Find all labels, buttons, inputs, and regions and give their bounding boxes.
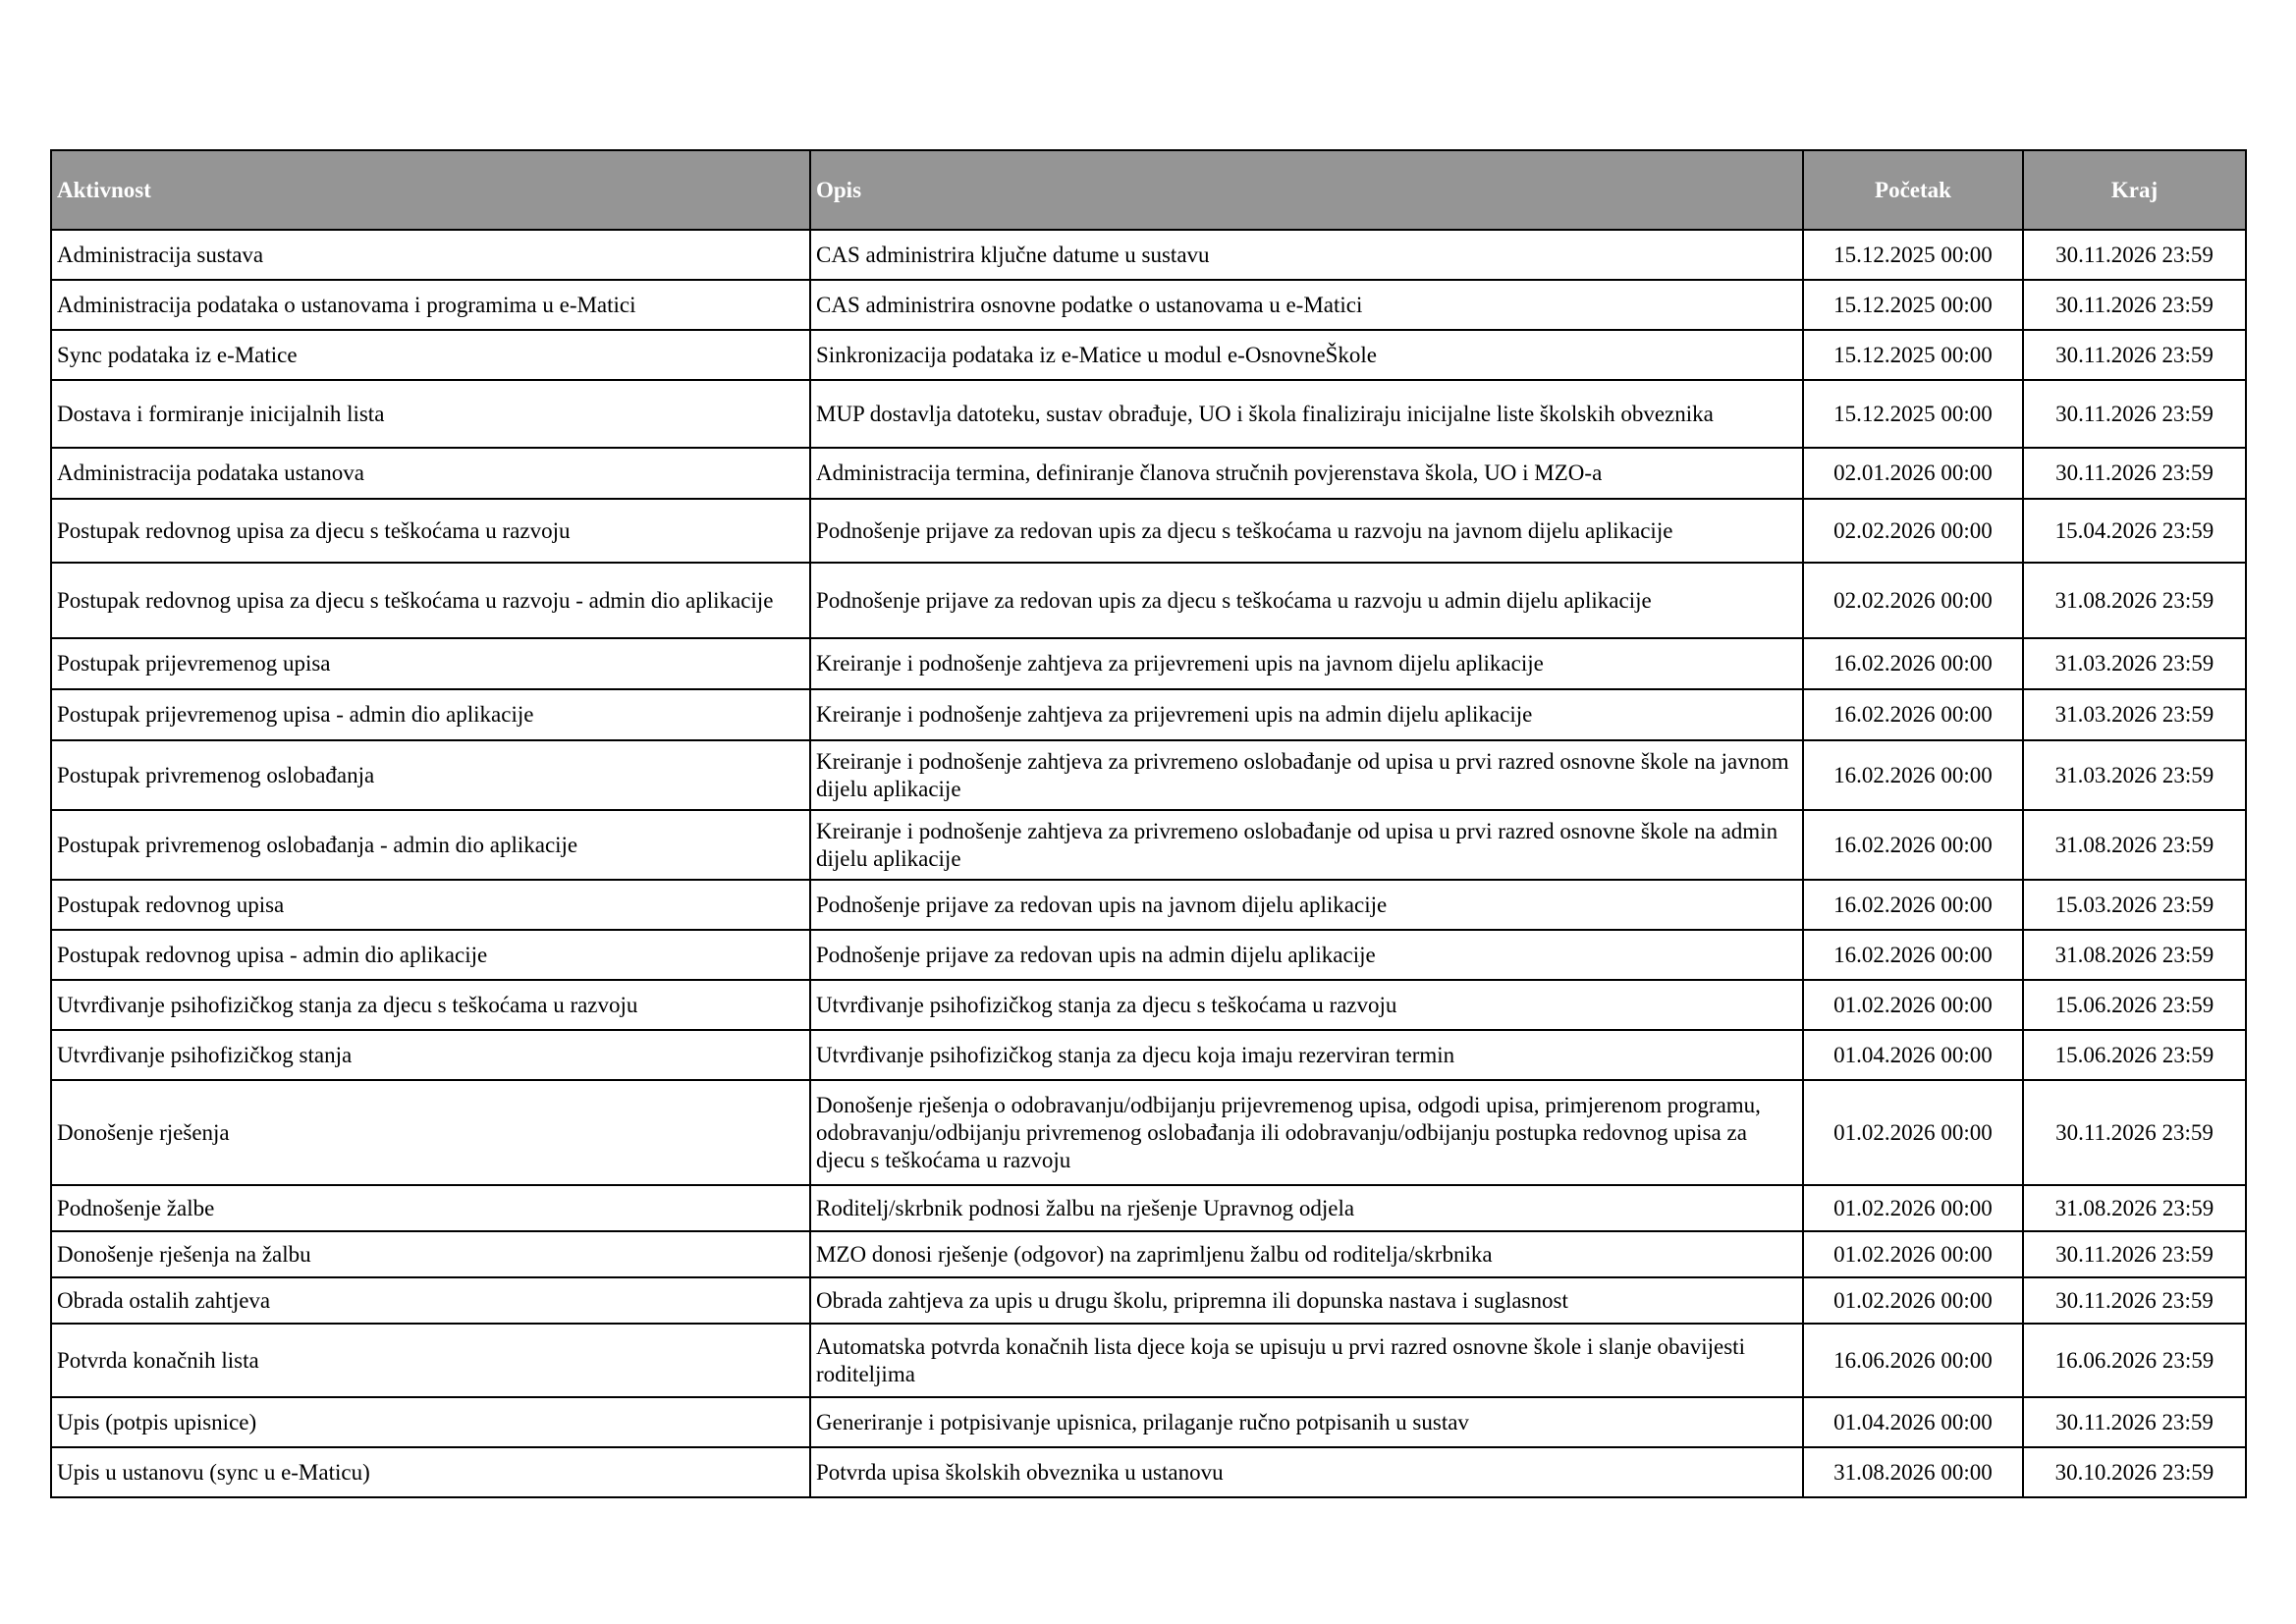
- table-header: [51, 150, 2246, 230]
- cell-kraj: 31.08.2026 23:59: [2023, 810, 2246, 880]
- cell-kraj: 30.11.2026 23:59: [2023, 330, 2246, 380]
- cell-opis: CAS administrira osnovne podatke o ustanovama u e-Matici: [810, 280, 1803, 330]
- header-pocetak: Početak: [1803, 150, 2023, 230]
- table-row: [51, 1397, 2246, 1447]
- cell-kraj: 30.10.2026 23:59: [2023, 1447, 2246, 1497]
- cell-pocetak: 01.02.2026 00:00: [1803, 1185, 2023, 1231]
- table-row: [51, 563, 2246, 638]
- cell-kraj: 31.08.2026 23:59: [2023, 563, 2246, 638]
- header-row: [51, 150, 2246, 230]
- cell-pocetak: 02.01.2026 00:00: [1803, 448, 2023, 499]
- table-row: [51, 380, 2246, 448]
- cell-kraj: 31.08.2026 23:59: [2023, 1185, 2246, 1231]
- schedule-table: [50, 149, 2247, 1498]
- header-opis: Opis: [810, 150, 1803, 230]
- cell-opis: MUP dostavlja datoteku, sustav obrađuje, UO i škola finaliziraju inicijalne liste školskih obveznika: [810, 380, 1803, 448]
- cell-aktivnost: Postupak redovnog upisa: [51, 880, 810, 930]
- cell-kraj: 15.03.2026 23:59: [2023, 880, 2246, 930]
- cell-kraj: 31.03.2026 23:59: [2023, 689, 2246, 740]
- cell-aktivnost: Sync podataka iz e-Matice: [51, 330, 810, 380]
- cell-pocetak: 01.04.2026 00:00: [1803, 1030, 2023, 1080]
- table-row: [51, 1080, 2246, 1185]
- table-row: [51, 230, 2246, 280]
- cell-aktivnost: Postupak prijevremenog upisa - admin dio aplikacije: [51, 689, 810, 740]
- cell-opis: Administracija termina, definiranje članova stručnih povjerenstava škola, UO i MZO-a: [810, 448, 1803, 499]
- cell-pocetak: 01.02.2026 00:00: [1803, 1080, 2023, 1185]
- cell-kraj: 31.08.2026 23:59: [2023, 930, 2246, 980]
- cell-pocetak: 15.12.2025 00:00: [1803, 230, 2023, 280]
- table-row: [51, 638, 2246, 689]
- cell-kraj: 31.03.2026 23:59: [2023, 638, 2246, 689]
- cell-aktivnost: Utvrđivanje psihofizičkog stanja za djecu s teškoćama u razvoju: [51, 980, 810, 1030]
- cell-pocetak: 02.02.2026 00:00: [1803, 563, 2023, 638]
- cell-kraj: 15.04.2026 23:59: [2023, 499, 2246, 563]
- cell-pocetak: 16.02.2026 00:00: [1803, 880, 2023, 930]
- table-row: [51, 499, 2246, 563]
- cell-pocetak: 16.02.2026 00:00: [1803, 810, 2023, 880]
- cell-pocetak: 01.02.2026 00:00: [1803, 980, 2023, 1030]
- cell-kraj: 30.11.2026 23:59: [2023, 448, 2246, 499]
- table-body: [51, 230, 2246, 1497]
- cell-opis: CAS administrira ključne datume u sustavu: [810, 230, 1803, 280]
- cell-aktivnost: Upis u ustanovu (sync u e-Maticu): [51, 1447, 810, 1497]
- cell-opis: Roditelj/skrbnik podnosi žalbu na rješenje Upravnog odjela: [810, 1185, 1803, 1231]
- cell-kraj: 30.11.2026 23:59: [2023, 1080, 2246, 1185]
- cell-pocetak: 16.02.2026 00:00: [1803, 689, 2023, 740]
- cell-pocetak: 02.02.2026 00:00: [1803, 499, 2023, 563]
- cell-pocetak: 01.04.2026 00:00: [1803, 1397, 2023, 1447]
- cell-opis: Kreiranje i podnošenje zahtjeva za privremeno oslobađanje od upisa u prvi razred osnovne škole na admin dijelu aplikacije: [810, 810, 1803, 880]
- cell-pocetak: 01.02.2026 00:00: [1803, 1231, 2023, 1277]
- cell-kraj: 31.03.2026 23:59: [2023, 740, 2246, 810]
- cell-opis: Generiranje i potpisivanje upisnica, prilaganje ručno potpisanih u sustav: [810, 1397, 1803, 1447]
- cell-pocetak: 15.12.2025 00:00: [1803, 380, 2023, 448]
- cell-opis: Podnošenje prijave za redovan upis na admin dijelu aplikacije: [810, 930, 1803, 980]
- cell-opis: Podnošenje prijave za redovan upis za djecu s teškoćama u razvoju u admin dijelu aplikacije: [810, 563, 1803, 638]
- cell-aktivnost: Administracija podataka ustanova: [51, 448, 810, 499]
- cell-aktivnost: Utvrđivanje psihofizičkog stanja: [51, 1030, 810, 1080]
- cell-aktivnost: Donošenje rješenja na žalbu: [51, 1231, 810, 1277]
- cell-opis: Automatska potvrda konačnih lista djece koja se upisuju u prvi razred osnovne škole i slanje obavijesti roditeljima: [810, 1324, 1803, 1397]
- table-row: [51, 1231, 2246, 1277]
- cell-aktivnost: Postupak redovnog upisa za djecu s teškoćama u razvoju: [51, 499, 810, 563]
- table-row: [51, 330, 2246, 380]
- table-row: [51, 1030, 2246, 1080]
- cell-pocetak: 16.06.2026 00:00: [1803, 1324, 2023, 1397]
- header-aktivnost: Aktivnost: [51, 150, 810, 230]
- table-row: [51, 280, 2246, 330]
- cell-opis: Potvrda upisa školskih obveznika u ustanovu: [810, 1447, 1803, 1497]
- cell-aktivnost: Postupak redovnog upisa - admin dio aplikacije: [51, 930, 810, 980]
- table-row: [51, 1447, 2246, 1497]
- cell-aktivnost: Donošenje rješenja: [51, 1080, 810, 1185]
- cell-aktivnost: Administracija podataka o ustanovama i programima u e-Matici: [51, 280, 810, 330]
- table-row: [51, 880, 2246, 930]
- table-row: [51, 980, 2246, 1030]
- cell-opis: Podnošenje prijave za redovan upis na javnom dijelu aplikacije: [810, 880, 1803, 930]
- cell-opis: MZO donosi rješenje (odgovor) na zaprimljenu žalbu od roditelja/skrbnika: [810, 1231, 1803, 1277]
- cell-pocetak: 16.02.2026 00:00: [1803, 740, 2023, 810]
- table-row: [51, 1185, 2246, 1231]
- cell-aktivnost: Dostava i formiranje inicijalnih lista: [51, 380, 810, 448]
- cell-pocetak: 15.12.2025 00:00: [1803, 280, 2023, 330]
- cell-kraj: 15.06.2026 23:59: [2023, 980, 2246, 1030]
- cell-opis: Podnošenje prijave za redovan upis za djecu s teškoćama u razvoju na javnom dijelu aplikacije: [810, 499, 1803, 563]
- cell-kraj: 30.11.2026 23:59: [2023, 1231, 2246, 1277]
- table-row: [51, 1324, 2246, 1397]
- cell-aktivnost: Postupak privremenog oslobađanja: [51, 740, 810, 810]
- header-kraj: Kraj: [2023, 150, 2246, 230]
- cell-kraj: 30.11.2026 23:59: [2023, 1277, 2246, 1324]
- cell-opis: Kreiranje i podnošenje zahtjeva za prijevremeni upis na admin dijelu aplikacije: [810, 689, 1803, 740]
- cell-aktivnost: Obrada ostalih zahtjeva: [51, 1277, 810, 1324]
- cell-aktivnost: Podnošenje žalbe: [51, 1185, 810, 1231]
- table-row: [51, 740, 2246, 810]
- cell-opis: Obrada zahtjeva za upis u drugu školu, pripremna ili dopunska nastava i suglasnost: [810, 1277, 1803, 1324]
- table-row: [51, 448, 2246, 499]
- cell-opis: Sinkronizacija podataka iz e-Matice u modul e-OsnovneŠkole: [810, 330, 1803, 380]
- cell-pocetak: 31.08.2026 00:00: [1803, 1447, 2023, 1497]
- table-row: [51, 810, 2246, 880]
- cell-aktivnost: Postupak redovnog upisa za djecu s teškoćama u razvoju - admin dio aplikacije: [51, 563, 810, 638]
- cell-aktivnost: Postupak prijevremenog upisa: [51, 638, 810, 689]
- table-row: [51, 1277, 2246, 1324]
- cell-opis: Kreiranje i podnošenje zahtjeva za privremeno oslobađanje od upisa u prvi razred osnovne škole na javnom dijelu aplikacije: [810, 740, 1803, 810]
- cell-aktivnost: Administracija sustava: [51, 230, 810, 280]
- table-row: [51, 689, 2246, 740]
- cell-kraj: 30.11.2026 23:59: [2023, 230, 2246, 280]
- cell-aktivnost: Postupak privremenog oslobađanja - admin dio aplikacije: [51, 810, 810, 880]
- cell-kraj: 15.06.2026 23:59: [2023, 1030, 2246, 1080]
- cell-kraj: 30.11.2026 23:59: [2023, 1397, 2246, 1447]
- cell-opis: Donošenje rješenja o odobravanju/odbijanju prijevremenog upisa, odgodi upisa, primjerenom programu, odobravanju/odbijanju privremenog oslobađanja ili odobravanju/odbijanju postupka redovnog upisa za djecu s teškoćama u razvoju: [810, 1080, 1803, 1185]
- cell-aktivnost: Potvrda konačnih lista: [51, 1324, 810, 1397]
- cell-opis: Kreiranje i podnošenje zahtjeva za prijevremeni upis na javnom dijelu aplikacije: [810, 638, 1803, 689]
- cell-kraj: 16.06.2026 23:59: [2023, 1324, 2246, 1397]
- cell-aktivnost: Upis (potpis upisnice): [51, 1397, 810, 1447]
- cell-opis: Utvrđivanje psihofizičkog stanja za djecu s teškoćama u razvoju: [810, 980, 1803, 1030]
- cell-pocetak: 16.02.2026 00:00: [1803, 638, 2023, 689]
- cell-pocetak: 16.02.2026 00:00: [1803, 930, 2023, 980]
- cell-kraj: 30.11.2026 23:59: [2023, 380, 2246, 448]
- table-row: [51, 930, 2246, 980]
- cell-pocetak: 01.02.2026 00:00: [1803, 1277, 2023, 1324]
- cell-opis: Utvrđivanje psihofizičkog stanja za djecu koja imaju rezerviran termin: [810, 1030, 1803, 1080]
- cell-pocetak: 15.12.2025 00:00: [1803, 330, 2023, 380]
- cell-kraj: 30.11.2026 23:59: [2023, 280, 2246, 330]
